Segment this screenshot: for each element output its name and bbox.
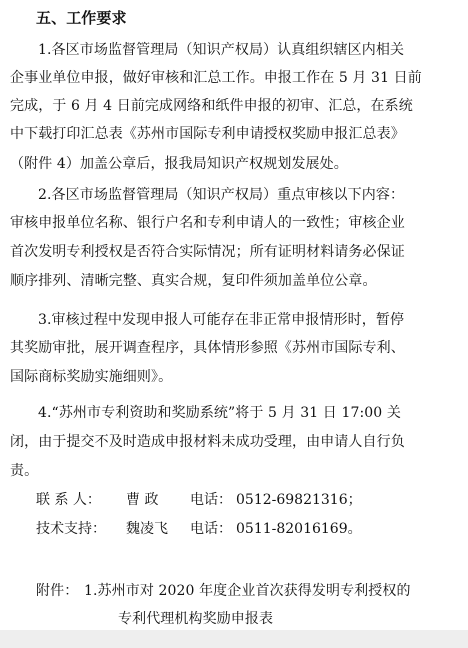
- contact-phone-label: 电话：: [190, 492, 232, 508]
- paragraph-3-line-2: 其奖励审批，展开调查程序，具体情形参照《苏州市国际专利、: [10, 340, 405, 356]
- section-heading: 五、工作要求: [36, 9, 127, 27]
- paragraph-2-line-3: 首次发明专利授权是否符合实际情况；所有证明材料请务必保证: [10, 244, 405, 260]
- paragraph-4-line-1: 4.“苏州市专利资助和奖励系统”将于 5 月 31 日 17:00 关: [38, 405, 401, 421]
- contact-label: 联 系 人：: [36, 492, 101, 508]
- page-bottom-margin: [0, 630, 468, 648]
- paragraph-2-line-2: 审核申报单位名称、银行户名和专利申请人的一致性；审核企业: [10, 215, 405, 231]
- paragraph-4-line-2: 闭，由于提交不及时造成申报材料未成功受理，由申请人自行负: [10, 434, 405, 450]
- paragraph-1-line-5: （附件 4）加盖公章后，报我局知识产权规划发展处。: [10, 156, 348, 172]
- paragraph-1-line-2: 企事业单位申报，做好审核和汇总工作。申报工作在 5 月 31 日前: [10, 70, 422, 86]
- contact-name: 曹 政: [126, 492, 159, 508]
- tech-support-phone: 0511-82016169。: [236, 521, 362, 537]
- attachment-label: 附件：: [36, 583, 79, 599]
- tech-support-label: 技术支持：: [36, 521, 106, 537]
- attachment-line-2: 专利代理机构奖励申报表: [118, 611, 274, 627]
- contact-row-2: [36, 520, 456, 538]
- contact-phone: 0512-69821316；: [236, 492, 362, 508]
- paragraph-1-line-4: 中下载打印汇总表《苏州市国际专利申请授权奖励申报汇总表》: [10, 126, 405, 142]
- paragraph-4-line-3: 责。: [10, 463, 39, 479]
- paragraph-2-line-1: 2.各区市场监督管理局（知识产权局）重点审核以下内容：: [38, 187, 405, 203]
- paragraph-1-line-1: 1.各区市场监督管理局（知识产权局）认真组织辖区内相关: [38, 42, 405, 58]
- paragraph-1-line-3: 完成，于 6 月 4 日前完成网络和纸件申报的初审、汇总，在系统: [10, 98, 413, 114]
- tech-support-phone-label: 电话：: [190, 521, 232, 537]
- paragraph-3-line-1: 3.审核过程中发现申报人可能存在非正常申报情形时，暂停: [38, 312, 405, 328]
- contact-row-1: [36, 491, 456, 509]
- attachment-line-1: 1.苏州市对 2020 年度企业首次获得发明专利授权的: [84, 583, 411, 599]
- paragraph-3-line-3: 国际商标奖励实施细则》。: [10, 369, 173, 385]
- paragraph-2-line-4: 顺序排列、清晰完整、真实合规，复印件须加盖单位公章。: [10, 273, 377, 289]
- tech-support-name: 魏凌飞: [126, 521, 168, 537]
